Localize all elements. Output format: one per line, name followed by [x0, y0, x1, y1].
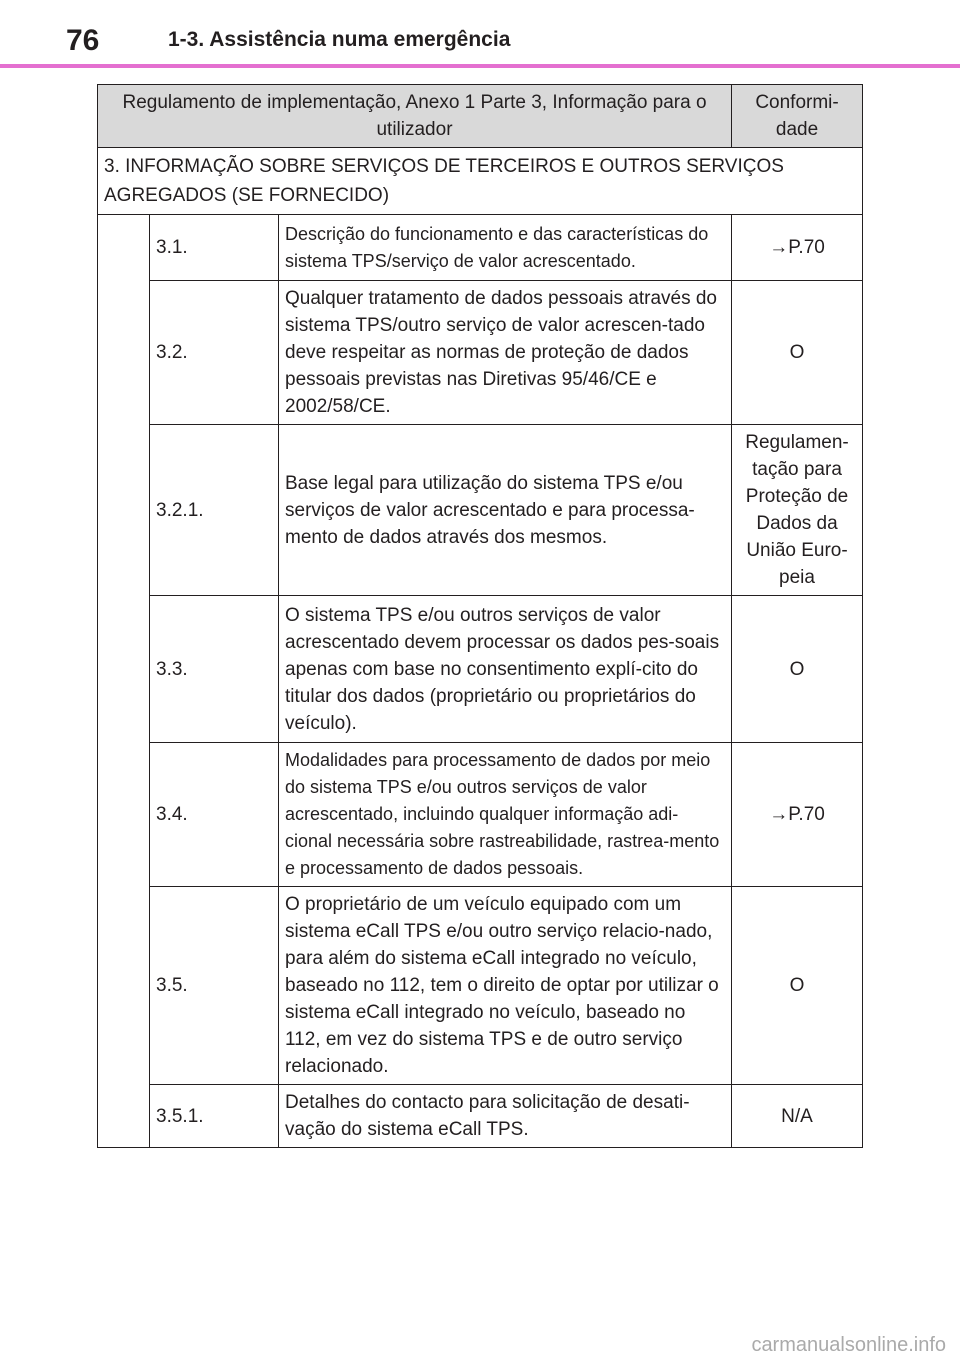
table-row [98, 887, 863, 1085]
row-conformity: N/A [732, 1085, 863, 1148]
row-conformity: →P.70 [732, 215, 863, 281]
row-number: 3.5. [150, 887, 279, 1085]
section-title: 3. INFORMAÇÃO SOBRE SERVIÇOS DE TERCEIROS E OUTROS SERVIÇOS AGREGADOS (SE FORNECIDO) [98, 148, 863, 215]
table-header-row [98, 85, 863, 148]
table-row [98, 425, 863, 596]
table-row [98, 743, 863, 887]
table-row [98, 596, 863, 743]
row-conformity: →P.70 [732, 743, 863, 887]
row-conformity: O [732, 596, 863, 743]
row-number: 3.5.1. [150, 1085, 279, 1148]
column-header-regulation: Regulamento de implementação, Anexo 1 Parte 3, Informação para o utilizador [98, 85, 732, 148]
watermark: carmanualsonline.info [751, 1334, 946, 1356]
page-header [0, 0, 960, 62]
row-number: 3.4. [150, 743, 279, 887]
chapter-title: 1-3. Assistência numa emergência [168, 28, 511, 51]
row-number: 3.2.1. [150, 425, 279, 596]
row-number: 3.3. [150, 596, 279, 743]
row-description: Base legal para utilização do sistema TPS e/ou serviços de valor acrescentado e para processa-mento de dados através dos mesmos. [279, 425, 732, 596]
row-number: 3.2. [150, 281, 279, 425]
table-row [98, 1085, 863, 1148]
row-number: 3.1. [150, 215, 279, 281]
header-divider [0, 64, 960, 68]
row-conformity: Regulamen-tação para Proteção de Dados da União Euro-peia [732, 425, 863, 596]
section-row [98, 148, 863, 215]
row-description: O sistema TPS e/ou outros serviços de valor acrescentado devem processar os dados pes-soais apenas com base no consentimento explí-cito do titular dos dados (proprietário ou proprietários do veículo). [279, 596, 732, 743]
row-description: Detalhes do contacto para solicitação de desati-vação do sistema eCall TPS. [279, 1085, 732, 1148]
row-description: Qualquer tratamento de dados pessoais através do sistema TPS/outro serviço de valor acrescen-tado deve respeitar as normas de proteção de dados pessoais previstas nas Diretivas 95/46/CE e 2002/58/CE. [279, 281, 732, 425]
row-description: Descrição do funcionamento e das características do sistema TPS/serviço de valor acrescentado. [279, 215, 732, 281]
page-number: 76 [66, 24, 100, 57]
table-row [98, 215, 863, 281]
regulation-table [97, 84, 863, 1148]
row-conformity: O [732, 887, 863, 1085]
row-conformity: O [732, 281, 863, 425]
row-description: Modalidades para processamento de dados por meio do sistema TPS e/ou outros serviços de valor acrescentado, incluindo qualquer informação adi-cional necessária sobre rastreabilidade, rastrea-mento e processamento de dados pessoais. [279, 743, 732, 887]
table-row [98, 281, 863, 425]
column-header-conformity: Conformi-dade [732, 85, 863, 148]
row-description: O proprietário de um veículo equipado com um sistema eCall TPS e/ou outro serviço relacio-nado, para além do sistema eCall integrado no veículo, baseado no 112, tem o direito de optar por utilizar o sistema eCall integrado no veículo, baseado no 112, em vez do sistema TPS e de outro serviço relacionado. [279, 887, 732, 1085]
indent-cell [98, 215, 150, 1148]
